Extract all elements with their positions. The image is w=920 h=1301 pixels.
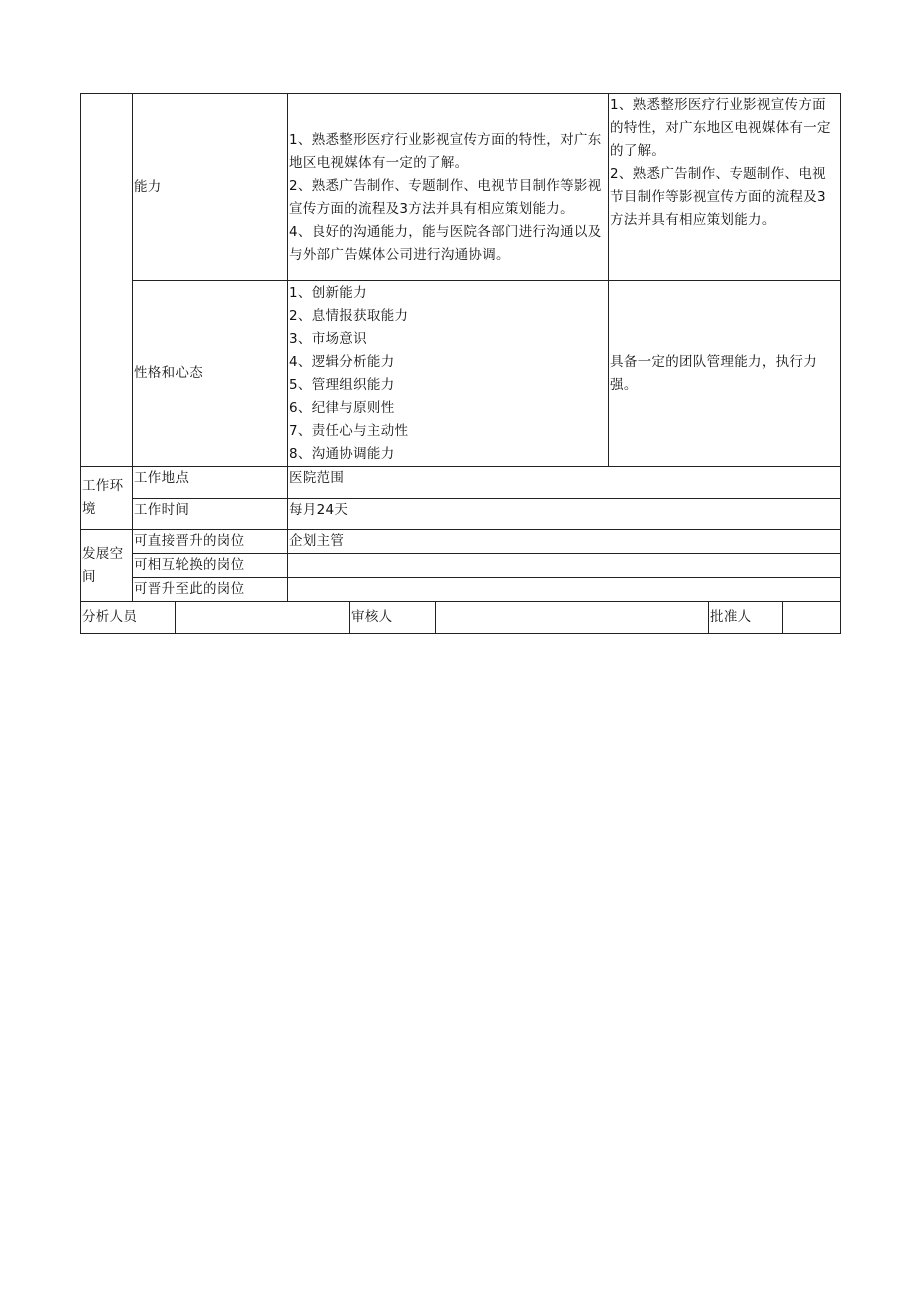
reviewer-value-cell: [436, 602, 709, 634]
rotation-value-cell: [288, 554, 841, 578]
development-label: 发展空间: [82, 545, 124, 585]
promotion-label-cell: [133, 530, 288, 554]
work-location-row: [81, 467, 841, 499]
approver-label: 批准人: [710, 609, 752, 625]
personality-item-3: 3、市场意识: [289, 330, 367, 347]
analyst-label-cell: [81, 602, 176, 634]
personality-item-4: 4、逻辑分析能力: [289, 353, 395, 370]
competence-preferred-line-1: 1、熟悉整形医疗行业影视宣传方面的特性，对广东地区电视媒体有一定的了解。: [610, 97, 831, 159]
personality-item-7: 7、责任心与主动性: [289, 422, 409, 439]
competence-preferred-line-2: 2、熟悉广告制作、专题制作、电视节目制作等影视宣传方面的流程及3方法并具有相应策划能力。: [610, 166, 826, 228]
promoted-from-value-cell: [288, 578, 841, 602]
work-time-label-cell: [133, 499, 288, 530]
personality-required-cell: [288, 281, 609, 467]
promotion-value-cell: [288, 530, 841, 554]
approver-value-cell: [783, 602, 840, 633]
competence-required-cell: [288, 94, 609, 281]
rotation-label-cell: [133, 554, 288, 578]
competence-required-line-3: 4、良好的沟通能力，能与医院各部门进行沟通以及与外部广告媒体公司进行沟通协调。: [289, 224, 602, 263]
personality-label: 性格和心态: [134, 365, 203, 381]
work-time-value-cell: [288, 499, 841, 530]
personality-preferred-text: 具备一定的团队管理能力，执行力强。: [610, 353, 818, 393]
rotation-row: [81, 554, 841, 578]
promoted-from-row: [81, 578, 841, 602]
competence-label: 能力: [134, 178, 162, 195]
competence-required-line-2: 2、熟悉广告制作、专题制作、电视节目制作等影视宣传方面的流程及3方法并具有相应策划能力。: [289, 178, 602, 217]
personality-item-1: 1、创新能力: [289, 284, 367, 301]
personality-label-cell: [133, 281, 288, 467]
work-time-value: 每月24天: [289, 502, 349, 518]
competence-label-cell: [133, 94, 288, 281]
work-location-value-cell: [288, 467, 841, 499]
personality-row: [81, 281, 841, 467]
promoted-from-label: 可晋升至此的岗位: [134, 581, 245, 597]
promotion-value: 企划主管: [289, 533, 345, 549]
personality-preferred-cell: [609, 281, 841, 467]
analyst-label: 分析人员: [82, 609, 138, 625]
competence-required-line-1: 1、熟悉整形医疗行业影视宣传方面的特性，对广东地区电视媒体有一定的了解。: [289, 132, 602, 171]
development-label-cell: [81, 530, 133, 602]
work-environment-label: 工作环境: [82, 478, 124, 517]
job-description-table: [80, 93, 841, 634]
promotion-row: [81, 530, 841, 554]
work-time-row: [81, 499, 841, 530]
personality-item-6: 6、纪律与原则性: [289, 399, 395, 416]
reviewer-label-cell: [350, 602, 436, 634]
competence-preferred-cell: [609, 94, 841, 281]
work-location-label-cell: [133, 467, 288, 499]
reviewer-label: 审核人: [351, 609, 393, 625]
analyst-value-cell: [176, 602, 350, 634]
personality-item-5: 5、管理组织能力: [289, 376, 395, 393]
signature-row: [81, 602, 841, 634]
approver-cell: [709, 602, 841, 634]
approver-label-cell: [709, 602, 783, 633]
work-time-label: 工作时间: [134, 502, 190, 518]
personality-item-8: 8、沟通协调能力: [289, 445, 395, 462]
rotation-label: 可相互轮换的岗位: [134, 557, 245, 573]
personality-item-2: 2、息情报获取能力: [289, 307, 409, 324]
job-description-table-page: [80, 93, 840, 634]
work-location-value: 医院范围: [289, 470, 345, 486]
promoted-from-label-cell: [133, 578, 288, 602]
promotion-label: 可直接晋升的岗位: [134, 533, 245, 549]
work-location-label: 工作地点: [134, 470, 190, 486]
work-environment-label-cell: [81, 467, 133, 530]
qualification-group-cell: [81, 94, 133, 467]
competence-row: [81, 94, 841, 281]
